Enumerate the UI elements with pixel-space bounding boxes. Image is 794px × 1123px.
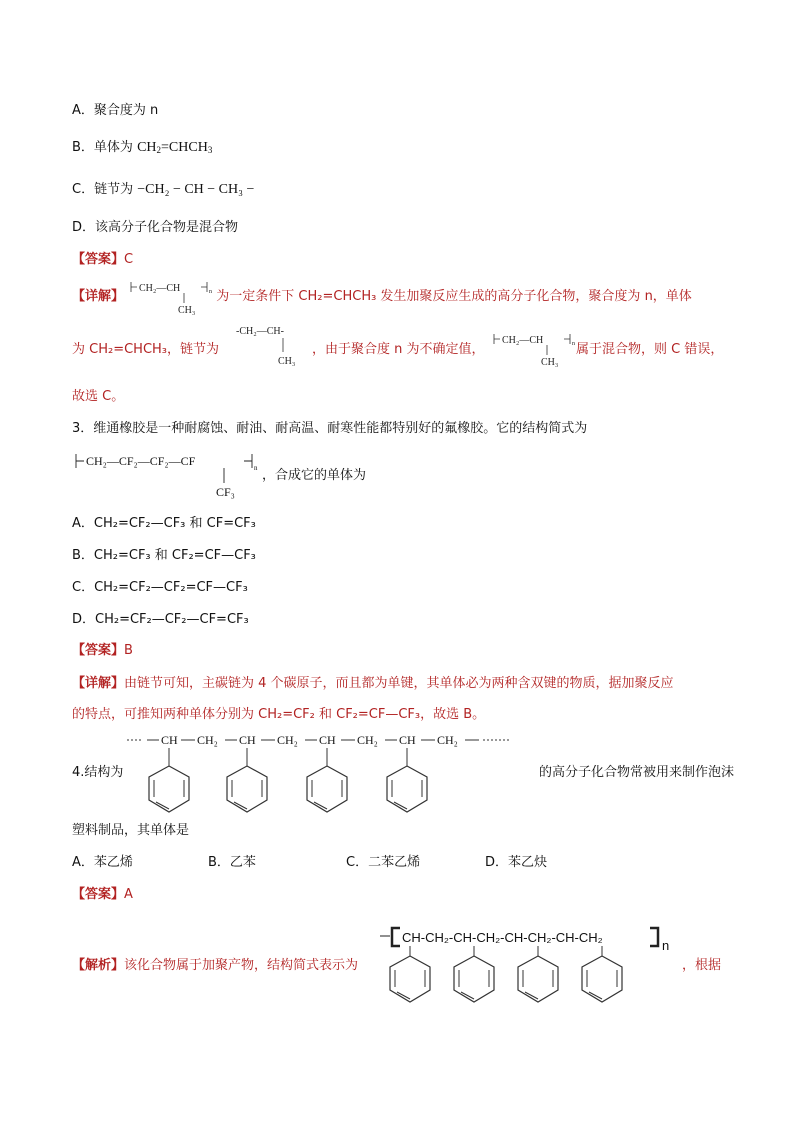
q2-detail-line1: 【详解】 为一定条件下 CH₂=CHCH₃ 发生加聚反应生成的高分子化合物，聚合度为 n，单体 (72, 289, 692, 304)
svg-text:CH₃: CH₃ (541, 357, 559, 368)
q2-detail-line2a: 为 CH₂=CHCH₃，链节为 (72, 342, 220, 357)
chain-ch2-4: CH₂ (437, 733, 458, 747)
chain2-text: CH-CH₂-CH-CH₂-CH-CH₂-CH-CH₂ (402, 930, 603, 945)
svg-text:CH₃: CH₃ (278, 356, 296, 367)
polystyrene-bracket-formula (378, 924, 688, 1010)
benzene-ring-6 (454, 946, 494, 1002)
polypropylene-formula-2 (490, 330, 580, 370)
q3-stem: 3．维通橡胶是一种耐腐蚀、耐油、耐高温、耐寒性能都特别好的氟橡胶。它的结构简式为 (72, 421, 588, 436)
poly-sub-text: CH₃ (178, 305, 196, 316)
q4-option-c: C．二苯乙烯 (346, 855, 421, 870)
chain-ch2-2: CH₂ (277, 733, 298, 747)
q2-detail-line3: 故选 C。 (72, 389, 125, 404)
q4-analysis: 【解析】该化合物属于加聚产物，结构简式表示为 (72, 958, 359, 973)
q3-detail-line2: 的特点，可推知两种单体分别为 CH₂=CF₂ 和 CF₂=CF—CF₃，故选 B。 (72, 707, 486, 722)
q4-answer: 【答案】A (72, 887, 133, 902)
svg-text:CF₃: CF₃ (216, 485, 235, 499)
q2-option-a: A．聚合度为 n (72, 103, 159, 118)
chain-ch-4: CH (399, 733, 416, 747)
q3-option-a: A．CH₂=CF₂—CF₃ 和 CF=CF₃ (72, 516, 256, 531)
q3-answer: 【答案】B (72, 643, 133, 658)
chain-ch-1: CH (161, 733, 178, 747)
q4-analysis-2: ，根据 (682, 958, 722, 973)
chain2-n: n (662, 938, 670, 953)
benzene-ring-4 (387, 748, 427, 812)
chain-ch-2: CH (239, 733, 256, 747)
svg-text:CH₂—CF₂—CF₂—CF: CH₂—CF₂—CF₂—CF (86, 454, 196, 468)
svg-text:n: n (209, 289, 212, 295)
q2-option-c: C．链节为 −CH₂ − CH − CH₃ − (72, 182, 255, 197)
q3-option-d: D．CH₂=CF₂—CF₂—CF=CF₃ (72, 612, 249, 627)
benzene-ring-2 (227, 748, 267, 812)
svg-text:n: n (254, 464, 258, 472)
q4-option-a: A．苯乙烯 (72, 855, 133, 870)
q4-stem-suffix: 的高分子化合物常被用来制作泡沫 (539, 765, 735, 780)
chain-ch2-3: CH₂ (357, 733, 378, 747)
benzene-ring-3 (307, 748, 347, 812)
poly-main-text: CH₂—CH (139, 283, 181, 294)
chain-ch2-1: CH₂ (197, 733, 218, 747)
benzene-ring-8 (582, 946, 622, 1002)
q4-stem-prefix: 4.结构为 (72, 765, 124, 780)
propylene-unit-formula (236, 322, 316, 367)
q3-option-b: B．CH₂=CF₃ 和 CF₂=CF—CF₃ (72, 548, 256, 563)
svg-text:-CH₂—CH-: -CH₂—CH- (236, 326, 284, 337)
svg-text:CH₂—CH: CH₂—CH (502, 335, 544, 346)
fluoro-rubber-formula (72, 450, 262, 502)
q4-option-d: D．苯乙炔 (485, 855, 548, 870)
q2-answer: 【答案】C (72, 252, 134, 267)
q2-option-b: B．单体为 $CH_2=CHCH_3$ (72, 140, 213, 155)
chain-ch-3: CH (319, 733, 336, 747)
q2-detail-line2c: 属于混合物，则 C 错误， (576, 342, 724, 357)
q2-detail-line2b: ，由于聚合度 n 为不确定值， (312, 342, 485, 357)
benzene-ring-5 (390, 946, 430, 1002)
benzene-ring-1 (149, 748, 189, 812)
polystyrene-structure (125, 732, 525, 820)
q3-detail-line1: 【详解】由链节可知，主碳链为 4 个碳原子，而且都为单键，其单体必为两种含双键的物质，据加聚反应 (72, 676, 674, 691)
q2-option-d: D．该高分子化合物是混合物 (72, 220, 239, 235)
q3-option-c: C．CH₂=CF₂—CF₂=CF—CF₃ (72, 580, 248, 595)
q4-option-b: B．乙苯 (208, 855, 256, 870)
q3-stem-2: ，合成它的单体为 (262, 468, 367, 483)
polypropylene-formula-1 (127, 278, 217, 318)
q4-stem-2: 塑料制品，其单体是 (72, 823, 190, 838)
benzene-ring-7 (518, 946, 558, 1002)
svg-text:n: n (572, 341, 575, 347)
